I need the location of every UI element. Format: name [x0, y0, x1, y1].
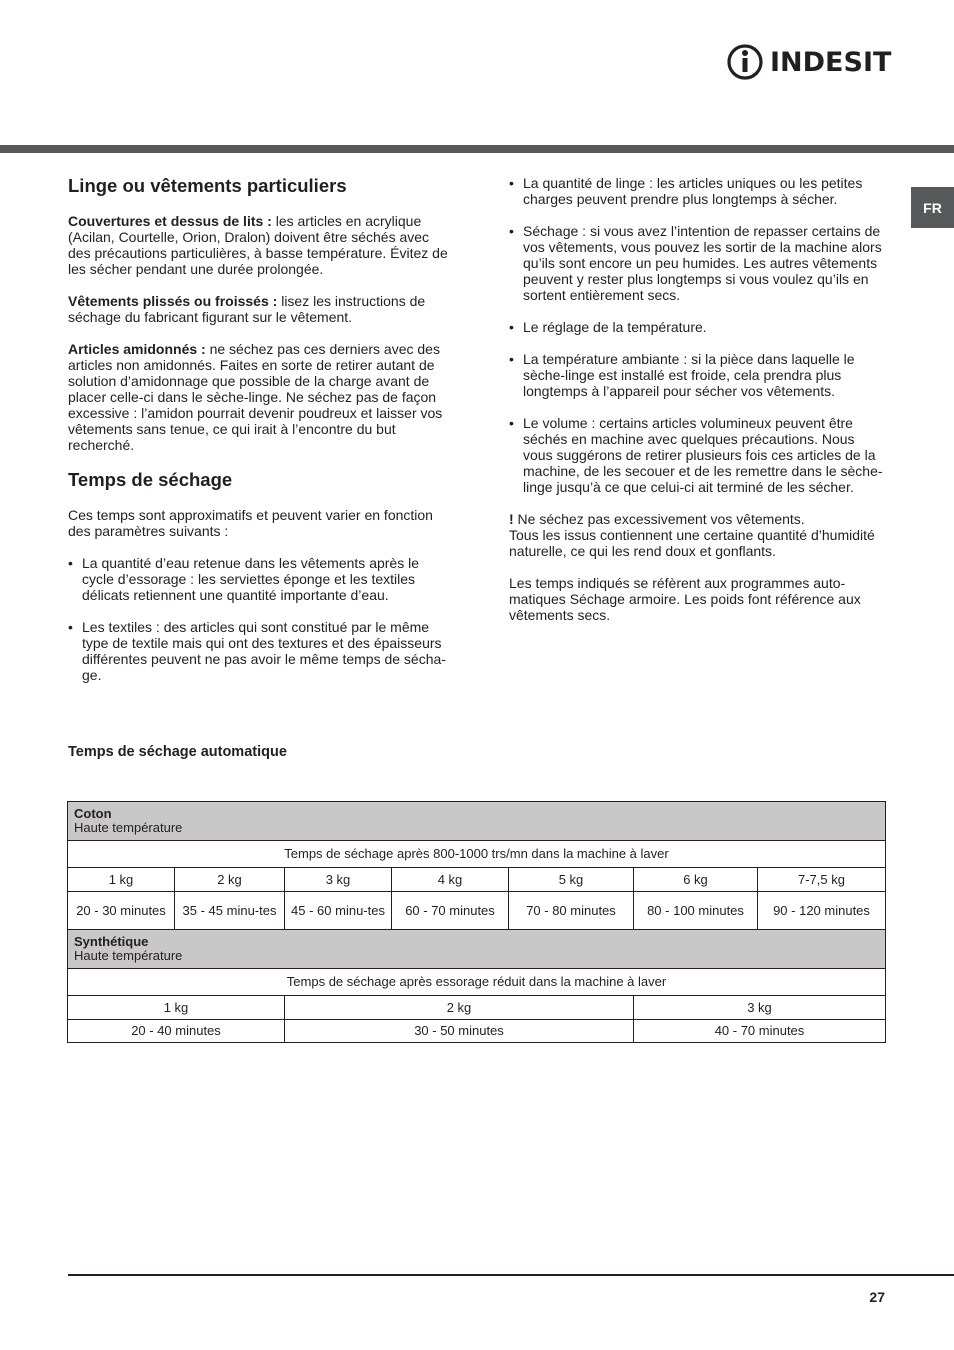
list-item: • Le volume : certains articles volumineux peuvent être séchés en machine avec quelques précautions. Nous vous suggérons de retirer plusieurs fois ces articles de la machine, de les secouer et de les remettre dans le sèche-linge jusqu’à ce que celui-ci ait terminé de les sécher. [509, 415, 884, 495]
category-header-cotton: Coton Haute température [68, 802, 886, 841]
list-item: • La quantité de linge : les articles uniques ou les petites charges peuvent prendre plus longtemps à sécher. [509, 175, 884, 207]
drying-factors-list-right [509, 175, 884, 495]
time-cell: 35 - 45 minu-tes [175, 892, 285, 930]
brand-wordmark: INDESIT [770, 47, 892, 78]
time-cell: 30 - 50 minutes [285, 1020, 634, 1043]
time-cell: 70 - 80 minutes [509, 892, 634, 930]
time-cell: 40 - 70 minutes [634, 1020, 886, 1043]
paragraph-pleated: Vêtements plissés ou froissés : lisez les instructions de séchage du fabricant figurant sur le vêtement. [68, 293, 426, 325]
logo-circle-icon [726, 40, 766, 84]
paragraph-drying-intro: Ces temps sont approximatifs et peuvent varier en fonction des paramètres suivants : [68, 507, 433, 539]
table-row [68, 892, 886, 930]
brand-logo [726, 40, 892, 84]
time-cell: 45 - 60 minu-tes [285, 892, 392, 930]
weight-cell: 3 kg [634, 996, 886, 1020]
weight-cell: 2 kg [285, 996, 634, 1020]
weight-cell: 3 kg [285, 868, 392, 892]
table-row [68, 868, 886, 892]
list-item: • Séchage : si vous avez l’intention de repasser certains de vos vêtements, vous pouvez les sortir de la machine alors qu’ils sont encore un peu humides. Les autres vêtements peuvent y rester plus longtemps si vous voulez qu’ils en sortent entièrement secs. [509, 223, 884, 303]
table-row [68, 969, 886, 996]
note-paragraph: Les temps indiqués se réfèrent aux programmes auto-matiques Séchage armoire. Les poids font référence aux vêtements secs. [509, 575, 861, 623]
footer-rule [68, 1274, 954, 1276]
weight-cell: 2 kg [175, 868, 285, 892]
warning-icon: ! [509, 511, 514, 527]
table-row [68, 802, 886, 841]
warning-paragraph: ! Ne séchez pas excessivement vos vêtements. Tous les issus contiennent une certaine quantité d’humidité naturelle, ce qui les rend doux et gonflants. [509, 511, 875, 559]
category-header-synthetic: Synthétique Haute température [68, 930, 886, 969]
table-row [68, 841, 886, 868]
time-cell: 90 - 120 minutes [758, 892, 886, 930]
paragraph-starched: Articles amidonnés : ne séchez pas ces derniers avec des articles non amidonnés. Faites en sorte de retirer autant de solution d’amidonnage que possible de la charge avant de placer celle-ci dans le sèche-linge. Ne séchez pas de façon excessive : l’amidon pourrait devenir poudreux et laisser vos vêtements sans tenue, ce qui irait à l’encontre du but recherché. [68, 341, 443, 453]
section-heading-drying-time: Temps de séchage [68, 469, 233, 490]
drying-time-table [67, 801, 886, 1043]
language-tab: FR [911, 187, 954, 228]
left-column [68, 175, 448, 699]
page-number: 27 [869, 1289, 885, 1305]
paragraph-blankets: Couvertures et dessus de lits : les articles en acrylique (Acilan, Courtelle, Orion, Dralon) doivent être séchés avec des précautions particulières, à basse température. Évitez de les sécher pendant une durée prolongée. [68, 213, 448, 277]
weight-cell: 6 kg [634, 868, 758, 892]
section-heading-special-items: Linge ou vêtements particuliers [68, 175, 347, 196]
weight-cell: 5 kg [509, 868, 634, 892]
weight-cell: 1 kg [68, 996, 285, 1020]
list-item: • La quantité d’eau retenue dans les vêtements après le cycle d’essorage : les serviettes éponge et les textiles délicats retiennent une quantité importante d’eau. [68, 555, 448, 603]
table-row [68, 1020, 886, 1043]
list-item: • Les textiles : des articles qui sont constitué par le même type de textile mais qui ont des textures et des épaisseurs différentes peuvent ne pas avoir le même temps de sécha-ge. [68, 619, 448, 683]
list-item: • Le réglage de la température. [509, 319, 884, 335]
time-cell: 80 - 100 minutes [634, 892, 758, 930]
drying-factors-list-left [68, 555, 448, 683]
weight-cell: 1 kg [68, 868, 175, 892]
list-item: • La température ambiante : si la pièce dans laquelle le sèche-linge est installé est froide, cela prendra plus longtemps à l’appareil pour sécher vos vêtements. [509, 351, 884, 399]
table-caption-synthetic: Temps de séchage après essorage réduit dans la machine à laver [68, 969, 886, 996]
time-cell: 20 - 30 minutes [68, 892, 175, 930]
weight-cell: 4 kg [392, 868, 509, 892]
time-cell: 20 - 40 minutes [68, 1020, 285, 1043]
table-row [68, 930, 886, 969]
time-cell: 60 - 70 minutes [392, 892, 509, 930]
table-title: Temps de séchage automatique [68, 744, 287, 760]
weight-cell: 7-7,5 kg [758, 868, 886, 892]
header-band [0, 145, 954, 153]
table-row [68, 996, 886, 1020]
right-column [509, 175, 884, 639]
table-caption-cotton: Temps de séchage après 800-1000 trs/mn dans la machine à laver [68, 841, 886, 868]
